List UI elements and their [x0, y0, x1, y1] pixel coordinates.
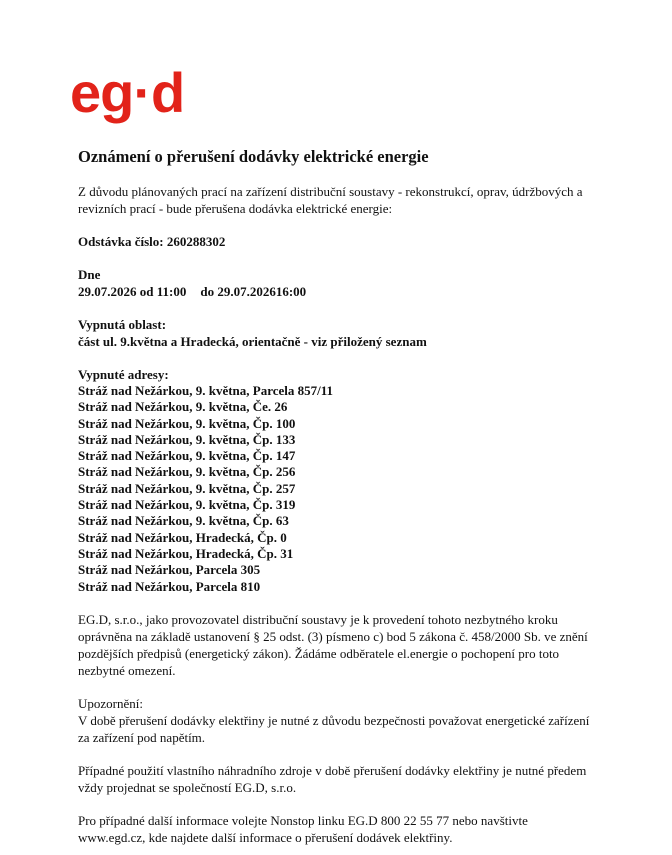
list-item: Stráž nad Nežárkou, 9. května, Čp. 257: [78, 480, 296, 496]
list-item: Stráž nad Nežárkou, 9. května, Če. 26: [78, 399, 288, 415]
list-item: Stráž nad Nežárkou, 9. května, Čp. 63: [78, 513, 289, 529]
legal-paragraph: EG.D, s.r.o., jako provozovatel distribuční soustavy je k provedení tohoto nezbytného kroku oprávněna na základě ustanovení § 25 odst. (3) písmeno c) bod 5 zákona č. 458/2000 Sb. ve znění pozdějších předpisů (energetický zákon). Žádáme odběratele el.energie o pochopení pro toto nezbytné omezení.: [78, 611, 588, 678]
addresses-label: Vypnuté adresy:: [78, 367, 169, 382]
outage-number: Odstávka číslo: 260288302: [78, 234, 226, 249]
list-item: Stráž nad Nežárkou, 9. května, Čp. 256: [78, 464, 296, 480]
address-list: [78, 383, 598, 595]
list-item: Stráž nad Nežárkou, Hradecká, Čp. 31: [78, 545, 294, 561]
intro-paragraph: Z důvodu plánovaných prací na zařízení distribuční soustavy - rekonstrukcí, oprav, údržbových a revizních prací - bude přerušena dodávka elektrické energie:: [78, 184, 583, 216]
date-from: 29.07.2026 od 11:00: [78, 284, 187, 299]
list-item: Stráž nad Nežárkou, Parcela 810: [78, 578, 261, 594]
area-value: část ul. 9.května a Hradecká, orientačně - viz přiložený seznam: [78, 334, 427, 349]
list-item: Stráž nad Nežárkou, Parcela 305: [78, 562, 261, 578]
backup-source-paragraph: Případné použití vlastního náhradního zdroje v době přerušení dodávky elektřiny je nutné předem vždy projednat se společností EG.D, s.r.o.: [78, 762, 587, 795]
list-item: Stráž nad Nežárkou, 9. května, Čp. 319: [78, 497, 296, 513]
date-label: Dne: [78, 267, 101, 282]
egd-logo: [70, 62, 200, 124]
list-item: Stráž nad Nežárkou, 9. května, Parcela 857/11: [78, 383, 334, 398]
notice-document: [78, 146, 598, 846]
contact-paragraph: Pro případné další informace volejte Nonstop linku EG.D 800 22 55 77 nebo navštivte www.egd.cz, kde najdete další informace o přerušení dodávek elektřiny.: [78, 812, 528, 845]
logo-text: eg·d: [70, 61, 185, 124]
warning-paragraph: V době přerušení dodávky elektřiny je nutné z důvodu bezpečnosti považovat energetické zařízení za zařízení pod napětím.: [78, 712, 590, 745]
date-range: [78, 283, 598, 300]
area-label: Vypnutá oblast:: [78, 317, 167, 332]
list-item: Stráž nad Nežárkou, Hradecká, Čp. 0: [78, 529, 287, 545]
list-item: Stráž nad Nežárkou, 9. května, Čp. 147: [78, 448, 296, 464]
list-item: Stráž nad Nežárkou, 9. května, Čp. 100: [78, 415, 296, 431]
date-to: do 29.07.202616:00: [200, 284, 307, 299]
warning-label: Upozornění:: [78, 695, 143, 711]
list-item: Stráž nad Nežárkou, 9. května, Čp. 133: [78, 431, 296, 447]
page-title: Oznámení o přerušení dodávky elektrické energie: [78, 147, 429, 166]
